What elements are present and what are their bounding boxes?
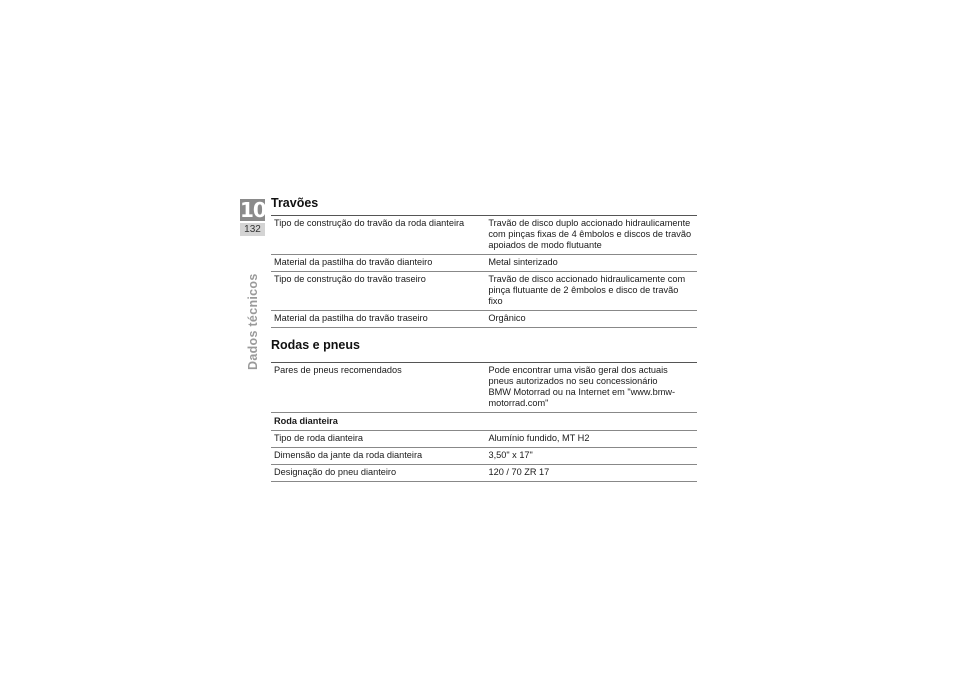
value-line: Orgânico [488,313,526,323]
row-value [483,255,697,272]
chapter-side-title: Dados técnicos [246,273,260,370]
row-value: 3,50" x 17" [483,448,697,465]
value-line: fixo [488,296,503,306]
value-line: pneus autorizados no seu concessionário [488,376,658,386]
row-value: 120 / 70 ZR 17 [483,465,697,482]
table-row [271,272,697,311]
value-line: Metal sinterizado [488,257,558,267]
front-wheel-section-title: Roda dianteira [271,413,697,431]
row-value [483,272,697,311]
row-label: Material da pastilha do travão dianteiro [271,255,483,272]
table-row [271,448,697,465]
row-label: Material da pastilha do travão traseiro [271,311,483,328]
row-label: Dimensão da jante da roda dianteira [271,448,483,465]
row-label: Tipo de roda dianteira [271,431,483,448]
table-row [271,363,697,413]
brakes-table [271,215,697,328]
value-line: BMW Motorrad ou na Internet em "www.bmw- [488,387,676,397]
table-row [271,311,697,328]
chapter-number: 10 [240,198,266,222]
row-label: Designação do pneu dianteiro [271,465,483,482]
value-line: apoiados de modo flutuante [488,240,602,250]
table-row [271,431,697,448]
chapter-marker [240,199,265,237]
value-line: Travão de disco accionado hidraulicamente com [488,274,686,284]
table-row [271,216,697,255]
row-value [483,216,697,255]
row-label: Tipo de construção do travão da roda dianteira [271,216,483,255]
table-section-row [271,413,697,431]
brakes-heading: Travões [271,196,319,210]
wheels-table [271,362,697,482]
page-content [271,196,697,482]
table-row [271,255,697,272]
row-value [483,363,697,413]
value-line: com pinças fixas de 4 êmbolos e discos de travão [488,229,692,239]
value-line: Travão de disco duplo accionado hidraulicamente [488,218,691,228]
row-value [483,311,697,328]
row-label: Tipo de construção do travão traseiro [271,272,483,311]
table-row [271,465,697,482]
value-line: motorrad.com" [488,398,549,408]
wheels-heading: Rodas e pneus [271,338,360,352]
value-line: pinça flutuante de 2 êmbolos e disco de travão [488,285,679,295]
value-line: Pode encontrar uma visão geral dos actuais [488,365,668,375]
row-value: Alumínio fundido, MT H2 [483,431,697,448]
page-number: 132 [240,223,265,236]
row-label: Pares de pneus recomendados [271,363,483,413]
